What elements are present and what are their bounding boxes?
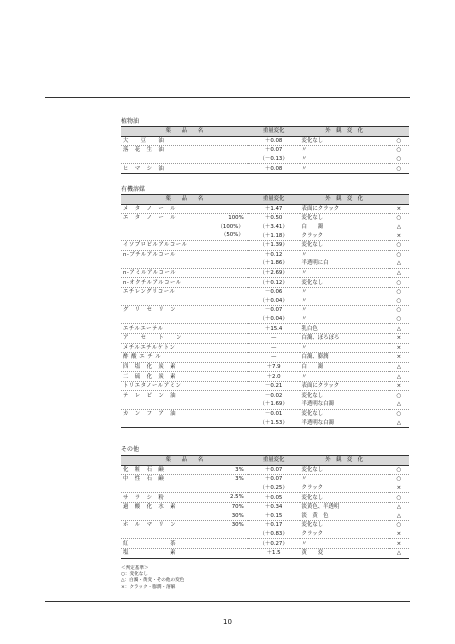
chemical-name: エチレングリコール <box>123 289 176 296</box>
header-judge <box>389 456 409 466</box>
appearance-cell: 〃 <box>301 289 307 296</box>
table-row <box>121 164 409 174</box>
chemical-name-cell <box>121 324 248 334</box>
judgement-cell: × <box>389 343 409 353</box>
chemical-name-cell <box>121 297 248 306</box>
chemical-name-cell <box>121 259 248 268</box>
concentration: 2.5% <box>230 494 244 501</box>
legend-item-discolored: △：白濁・黄変・その他の変色 <box>121 578 185 584</box>
chemical-name: ホ ル マ リ ン <box>123 522 177 529</box>
chemical-name-cell <box>121 315 248 324</box>
concentration: 30% <box>231 512 244 519</box>
chemical-name-cell <box>121 136 248 146</box>
judgement-cell: × <box>389 381 409 391</box>
weight-change-cell: （＋1.69） <box>248 400 300 409</box>
table-row <box>121 136 409 146</box>
judgement-cell: × <box>389 353 409 363</box>
chemical-name-cell <box>121 343 248 353</box>
table-row <box>121 548 409 558</box>
chemical-name-cell <box>121 214 248 223</box>
judgement-cell: ○ <box>396 410 402 417</box>
chemical-name: 紅 茶 <box>123 540 177 547</box>
judgement-cell: × <box>389 530 409 539</box>
weight-change-cell: （＋0.27） <box>248 539 300 549</box>
judgement-cell: △ <box>389 548 409 558</box>
header-appearance: 外 観 変 化 <box>300 127 389 137</box>
appearance-cell: 淡 黄 色 <box>300 512 389 521</box>
table-row <box>121 287 409 296</box>
chemical-name-cell <box>121 223 248 232</box>
weight-change-cell: — <box>248 333 300 343</box>
organic-solvents-table <box>121 194 409 428</box>
weight-change-cell: （＋0.04） <box>248 315 300 324</box>
header-appearance: 外 観 変 化 <box>300 456 389 466</box>
table-row <box>121 268 409 278</box>
judgement-cell: ○ <box>396 476 402 483</box>
header-judge <box>389 127 409 137</box>
chemical-name: 落 花 生 油 <box>123 147 165 154</box>
chemical-name: ア セ ト ン <box>123 335 182 342</box>
table-row <box>121 530 409 539</box>
chemical-name: トリエタノールアミン <box>123 383 182 390</box>
appearance-cell: 表面にクラック <box>300 204 389 214</box>
appearance-cell: 変化なし <box>301 522 324 529</box>
appearance-cell: 表面にクラック <box>300 381 389 391</box>
table-row <box>121 324 409 334</box>
weight-change-cell: ＋0.07 <box>264 476 283 483</box>
chemical-name-cell <box>121 268 248 278</box>
table-row <box>121 155 409 164</box>
appearance-cell: 変化なし <box>300 493 389 503</box>
table-row <box>121 512 409 521</box>
chemical-name-cell <box>121 353 248 363</box>
appearance-cell: 〃 <box>301 307 307 314</box>
appearance-cell: 白濁、膨潤 <box>300 353 389 363</box>
judgement-cell: ○ <box>389 465 409 475</box>
weight-change-cell: ＋1.47 <box>248 204 300 214</box>
chemical-name: 化 粧 石 鹸 <box>123 466 165 473</box>
chemical-name-cell <box>121 333 248 343</box>
concentration: 70% <box>231 503 244 510</box>
chemical-name: グ リ セ リ ン <box>123 307 177 314</box>
table-row <box>121 362 409 372</box>
legend-title: ＜判定基準＞ <box>121 566 149 571</box>
weight-change-cell: （＋0.04） <box>248 297 300 306</box>
chemical-name-cell <box>121 204 248 214</box>
weight-change-cell: ＋0.34 <box>264 504 283 511</box>
chemical-name-cell <box>121 400 248 409</box>
concentration: （100%） <box>217 223 244 230</box>
chemical-name: 二 硫 化 炭 素 <box>123 373 177 380</box>
table-row <box>121 204 409 214</box>
chemical-name-cell <box>121 250 248 259</box>
judgement-cell: ○ <box>396 147 402 154</box>
chemical-name: エ タ ノ ー ル <box>123 215 177 222</box>
appearance-cell: 乳白色 <box>300 324 389 334</box>
weight-change-cell: （＋1.86） <box>248 259 300 268</box>
weight-change-cell: －0.01 <box>264 410 283 417</box>
header-name: 薬 品 名 <box>121 127 248 137</box>
chemical-name-cell <box>121 155 248 164</box>
chemical-name: ヒ マ シ 油 <box>123 165 165 172</box>
chemical-name-cell <box>121 475 248 484</box>
appearance-cell: 〃 <box>300 315 389 324</box>
weight-change-cell: ＋0.08 <box>248 164 300 174</box>
weight-change-cell: ＋15.4 <box>248 324 300 334</box>
chemical-name-cell <box>121 306 248 315</box>
table-row <box>121 333 409 343</box>
judgement-cell: ○ <box>396 251 402 258</box>
chemical-name-cell <box>121 240 248 250</box>
header-appearance: 外 観 変 化 <box>300 195 389 205</box>
table-row <box>121 353 409 363</box>
header-weight-change: 重量変化 <box>248 127 300 137</box>
chemical-name-cell <box>121 530 248 539</box>
chemical-name: 塩 素 <box>123 550 177 557</box>
chemical-name-cell <box>121 502 248 511</box>
table-row <box>121 306 409 315</box>
appearance-cell: 白濁、ぼろぼろ <box>300 333 389 343</box>
weight-change-cell: ＋0.08 <box>248 136 300 146</box>
chemical-name: 中 性 石 鹸 <box>123 476 165 483</box>
weight-change-cell: ＋7.9 <box>248 362 300 372</box>
chemical-name: n-オクチルアルコール <box>123 279 182 286</box>
appearance-cell: 〃 <box>301 476 307 483</box>
judgement-cell: △ <box>396 224 401 231</box>
others-table <box>121 455 409 559</box>
concentration: 3% <box>235 466 244 473</box>
chemical-name: 酢 酸 エ チ ル <box>123 354 162 361</box>
top-rule <box>45 97 410 98</box>
appearance-cell: 〃 <box>300 539 389 549</box>
table-row <box>121 400 409 409</box>
chemical-name-cell <box>121 409 248 418</box>
weight-change-cell: （－0.13） <box>248 155 300 164</box>
chemical-name: メ タ ノ ー ル <box>123 205 177 212</box>
table-row <box>121 259 409 268</box>
chemical-name-cell <box>121 231 248 240</box>
judgement-cell: × <box>389 484 409 493</box>
table-row <box>121 343 409 353</box>
judgement-cell: ○ <box>396 522 402 529</box>
weight-change-cell: ＋0.15 <box>248 512 300 521</box>
weight-change-cell: （＋3.41） <box>259 224 288 231</box>
appearance-cell: クラック <box>300 484 389 493</box>
weight-change-cell: （＋0.12） <box>248 278 300 288</box>
weight-change-cell: （＋0.25） <box>248 484 300 493</box>
chemical-name-cell <box>121 381 248 391</box>
table-row <box>121 146 409 155</box>
concentration: 100% <box>228 215 244 222</box>
chemical-name-cell <box>121 539 248 549</box>
chemical-name-cell <box>121 418 248 427</box>
appearance-cell: 変化なし <box>300 278 389 288</box>
table-row <box>121 539 409 549</box>
appearance-cell: 変化なし <box>300 465 389 475</box>
table-row <box>121 231 409 240</box>
judgement-cell: ○ <box>396 289 402 296</box>
table-row <box>121 493 409 503</box>
judgement-cell: ○ <box>389 297 409 306</box>
appearance-cell: クラック <box>300 530 389 539</box>
table-row <box>121 315 409 324</box>
vegetable-oil-table <box>121 126 409 174</box>
appearance-cell: 〃 <box>300 372 389 382</box>
appearance-cell: 変化なし <box>301 392 324 399</box>
appearance-cell: 〃 <box>300 343 389 353</box>
header-weight-change: 重量変化 <box>248 195 300 205</box>
chemical-name-cell <box>121 512 248 521</box>
chemical-name-cell <box>121 146 248 155</box>
header-name: 薬 品 名 <box>121 456 248 466</box>
chemical-name: 過 酸 化 水 素 <box>123 504 177 511</box>
judgement-cell: × <box>389 231 409 240</box>
chemical-name-cell <box>121 391 248 400</box>
judgement-cell: △ <box>389 400 409 409</box>
weight-change-cell: ＋0.17 <box>264 522 283 529</box>
concentration: 30% <box>231 522 244 529</box>
judgement-legend <box>121 566 184 591</box>
weight-change-cell: （＋0.83） <box>248 530 300 539</box>
table-row <box>121 223 409 232</box>
weight-change-cell: ＋0.07 <box>264 147 283 154</box>
appearance-cell: 〃 <box>301 147 307 154</box>
table-header <box>121 195 409 205</box>
judgement-cell: △ <box>389 512 409 521</box>
weight-change-cell: ＋2.0 <box>248 372 300 382</box>
chemical-name: 大 豆 油 <box>123 137 165 144</box>
chemical-name-cell <box>121 372 248 382</box>
chemical-name: メチルエチルケトン <box>123 344 176 351</box>
chemical-name: エチルエーテル <box>123 325 164 332</box>
appearance-cell: 変化なし <box>300 240 389 250</box>
table-row <box>121 521 409 530</box>
weight-change-cell: ＋0.05 <box>248 493 300 503</box>
appearance-cell: クラック <box>300 231 389 240</box>
weight-change-cell: ＋0.50 <box>264 215 283 222</box>
chemical-name-cell <box>121 548 248 558</box>
appearance-cell: 〃 <box>301 251 307 258</box>
weight-change-cell: — <box>248 343 300 353</box>
chemical-name-cell <box>121 465 248 475</box>
judgement-cell: △ <box>389 418 409 427</box>
appearance-cell: 〃 <box>300 297 389 306</box>
weight-change-cell: ＋0.12 <box>264 251 283 258</box>
chemical-name-cell <box>121 521 248 530</box>
chemical-name: n-アミルアルコール <box>123 270 177 277</box>
appearance-cell: 変化なし <box>300 136 389 146</box>
weight-change-cell: （＋1.53） <box>248 418 300 427</box>
appearance-cell: 淡黄色、半透明 <box>301 504 340 511</box>
table-header <box>121 127 409 137</box>
table-row <box>121 240 409 250</box>
chemical-name: カ ン フ ア 油 <box>123 410 177 417</box>
judgement-cell: × <box>389 204 409 214</box>
judgement-cell: × <box>389 333 409 343</box>
header-judge <box>389 195 409 205</box>
chemical-name-cell <box>121 164 248 174</box>
legend-item-cracked: ×：クラック・膨潤・溶解 <box>121 584 176 590</box>
weight-change-cell: — <box>248 353 300 363</box>
appearance-cell: 〃 <box>300 164 389 174</box>
chemical-name-cell <box>121 362 248 372</box>
chemical-name: n-ブチルアルコール <box>123 251 176 258</box>
table-row <box>121 502 409 511</box>
judgement-cell: ○ <box>396 392 402 399</box>
section-title-vegetable-oil: 植物油 <box>121 118 140 125</box>
table-row <box>121 475 409 484</box>
judgement-cell: △ <box>389 259 409 268</box>
judgement-cell: ○ <box>396 307 402 314</box>
judgement-cell: ○ <box>389 136 409 146</box>
appearance-cell: 半透明に白 <box>300 259 389 268</box>
judgement-cell: △ <box>389 324 409 334</box>
appearance-cell: 変化なし <box>301 410 324 417</box>
judgement-cell: △ <box>389 362 409 372</box>
judgement-cell: △ <box>396 504 401 511</box>
table-row <box>121 278 409 288</box>
section-title-others: その他 <box>121 446 140 453</box>
header-weight-change: 重量変化 <box>248 456 300 466</box>
weight-change-cell: （＋2.69） <box>248 268 300 278</box>
weight-change-cell: ＋1.5 <box>248 548 300 558</box>
weight-change-cell: （＋1.39） <box>248 240 300 250</box>
chemical-name: テ レ ビ ン 油 <box>123 392 177 399</box>
weight-change-cell: ＋0.07 <box>248 465 300 475</box>
weight-change-cell: －0.06 <box>264 289 283 296</box>
chemical-name-cell <box>121 484 248 493</box>
table-row <box>121 484 409 493</box>
header-name: 薬 品 名 <box>121 195 248 205</box>
appearance-cell: 半透明な白濁 <box>300 400 389 409</box>
table-header <box>121 456 409 466</box>
concentration: （50%） <box>220 232 244 239</box>
section-title-organic-solvents: 有機溶媒 <box>121 186 146 193</box>
chemical-name: イソプロピルアルコール <box>123 242 188 249</box>
table-row <box>121 465 409 475</box>
appearance-cell: 〃 <box>300 268 389 278</box>
weight-change-cell: －0.02 <box>264 392 283 399</box>
legend-item-unchanged: ○：変化なし <box>121 572 148 578</box>
judgement-cell: ○ <box>389 493 409 503</box>
appearance-cell: 白 濁 <box>300 362 389 372</box>
judgement-cell: ○ <box>389 240 409 250</box>
appearance-cell: 変化なし <box>301 215 324 222</box>
chemical-name: サ ラ シ 粉 <box>123 494 165 501</box>
judgement-cell: △ <box>389 268 409 278</box>
concentration: 3% <box>235 476 244 483</box>
appearance-cell: 半透明な白濁 <box>300 418 389 427</box>
table-row <box>121 372 409 382</box>
table-row <box>121 391 409 400</box>
judgement-cell: ○ <box>389 164 409 174</box>
bottom-rule <box>45 601 410 602</box>
chemical-name: 四 塩 化 炭 素 <box>123 363 177 370</box>
chemical-name-cell <box>121 278 248 288</box>
weight-change-cell: （＋1.18） <box>248 231 300 240</box>
table-row <box>121 381 409 391</box>
chemical-name-cell <box>121 287 248 296</box>
weight-change-cell: －0.07 <box>264 307 283 314</box>
table-row <box>121 409 409 418</box>
weight-change-cell: －0.21 <box>248 381 300 391</box>
judgement-cell: ○ <box>396 215 402 222</box>
judgement-cell: × <box>389 539 409 549</box>
chemical-name-cell <box>121 493 248 503</box>
appearance-cell: 白 濁 <box>301 224 324 231</box>
appearance-cell: 黄 変 <box>300 548 389 558</box>
page-number: 10 <box>223 618 232 626</box>
appearance-cell: 〃 <box>300 155 389 164</box>
table-row <box>121 214 409 223</box>
table-row <box>121 418 409 427</box>
judgement-cell: ○ <box>389 155 409 164</box>
table-row <box>121 250 409 259</box>
judgement-cell: ○ <box>389 315 409 324</box>
table-row <box>121 297 409 306</box>
judgement-cell: △ <box>389 372 409 382</box>
judgement-cell: ○ <box>389 278 409 288</box>
